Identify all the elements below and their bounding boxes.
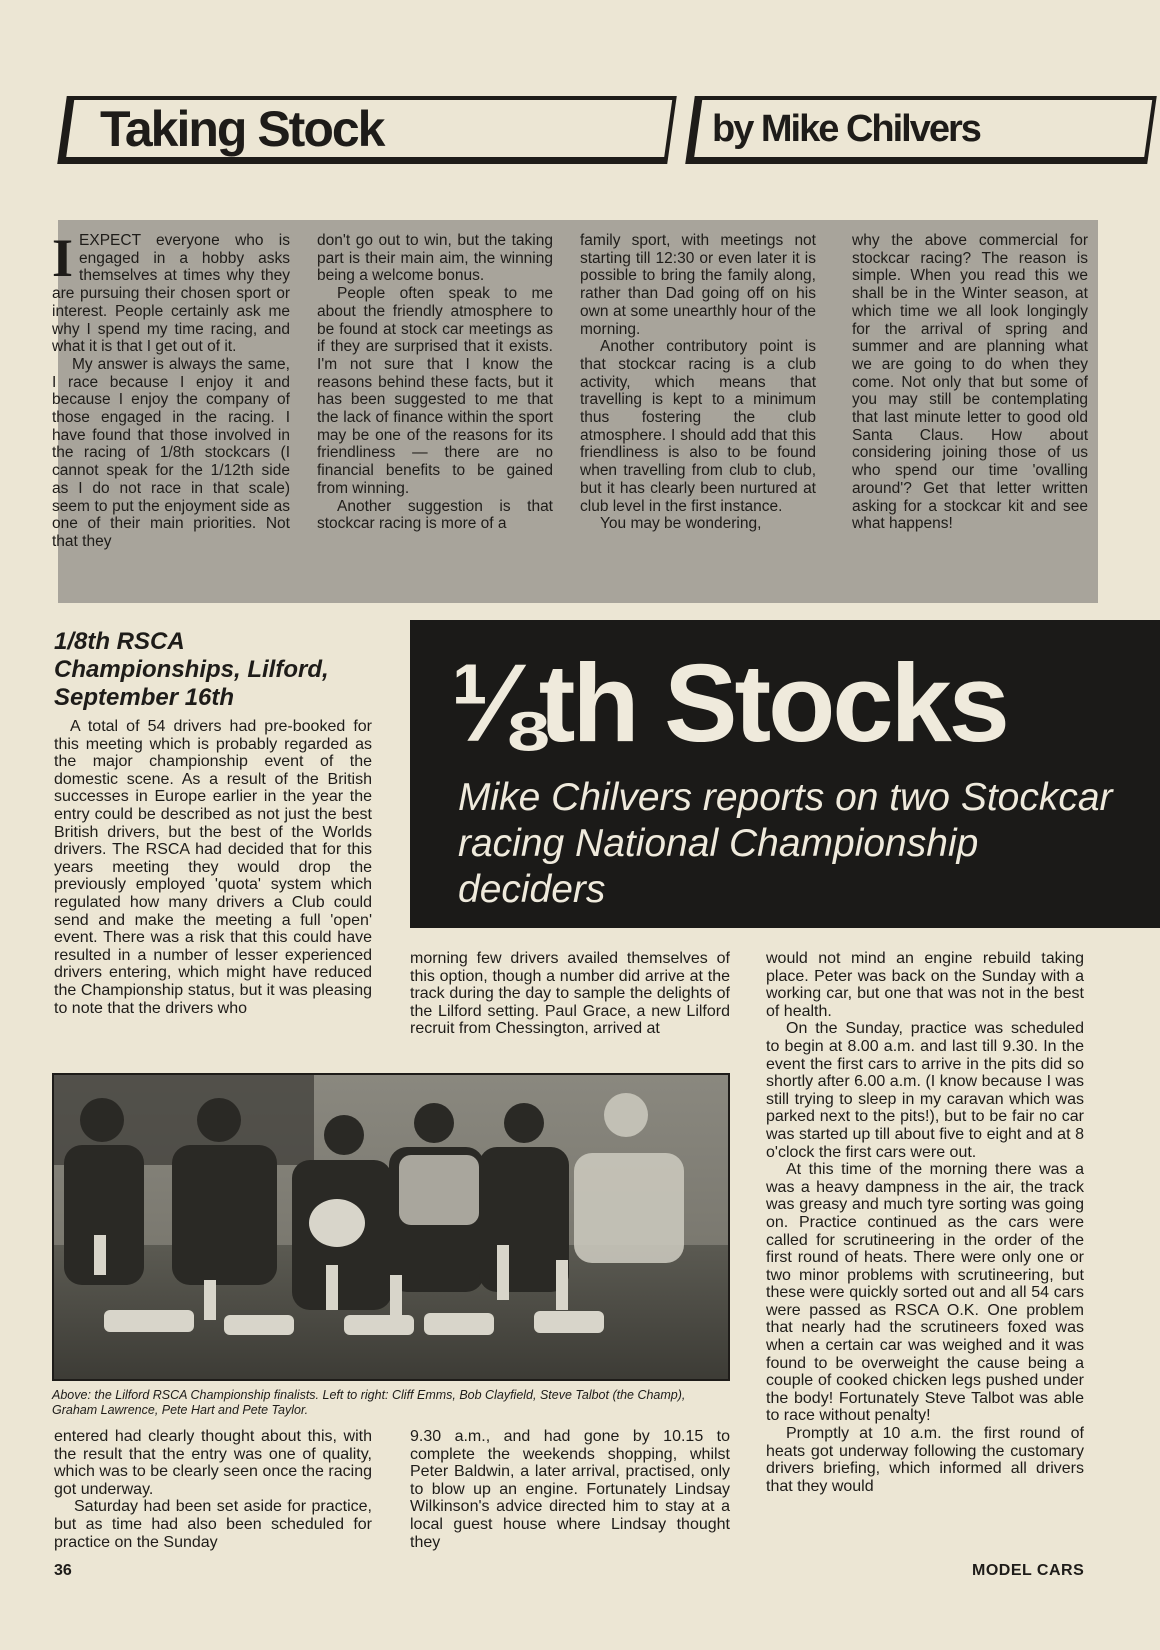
- intro-column-1: [52, 228, 290, 551]
- magazine-name: MODEL CARS: [972, 1562, 1085, 1579]
- intro-paragraph: don't go out to win, but the taking part is their main aim, the winning being a welcome bonus.: [317, 232, 553, 285]
- intro-column-2: [317, 232, 553, 533]
- body-paragraph: 9.30 a.m., and had gone by 10.15 to complete the weekends shopping, whilst Peter Baldwin, a later arrival, practised, only to blow up an engine. Fortunately Lindsay Wilkinson's advice directed him to stay at a local guest house where Lindsay thought they: [410, 1428, 730, 1551]
- section-heading: 1/8th RSCA Championships, Lilford, September 16th: [54, 628, 329, 711]
- body-column-a-top: [54, 718, 372, 1017]
- feature-subtitle: Mike Chilvers reports on two Stockcar racing National Championship deciders: [458, 776, 1113, 911]
- photo-illustration: [54, 1075, 730, 1381]
- finalists-photo: [52, 1073, 730, 1381]
- body-paragraph: morning few drivers availed themselves of this option, though a number did arrive at the track during the day to sample the delights of the Lilford setting. Paul Grace, a new Lilford recruit from Chessington, arrived at: [410, 950, 730, 1038]
- body-paragraph: Saturday had been set aside for practice, but as time had also been scheduled for practice on the Sunday: [54, 1498, 372, 1551]
- intro-paragraph: family sport, with meetings not starting till 12:30 or even later it is possible to bring the family along, rather than Dad going off on his own at some unearthly hour of the morning.: [580, 232, 816, 338]
- photo-caption: Above: the Lilford RSCA Championship finalists. Left to right: Cliff Emms, Bob Clayfield, Steve Talbot (the Champ), Graham Lawrence, Pete Hart and Pete Taylor.: [52, 1388, 686, 1417]
- intro-paragraph: My answer is always the same, I race because I enjoy it and because I enjoy the company of those engaged in the racing. I have found that those involved in the racing of 1/8th stockcars (I cannot speak for the 1/12th side as I do not race in that scale) seem to put the enjoyment side as one of their main priorities. Not that they: [52, 355, 290, 550]
- column-title: Taking Stock: [100, 101, 384, 157]
- feature-headline-box: [410, 620, 1160, 928]
- body-column-a-bottom: [54, 1428, 372, 1551]
- body-paragraph: A total of 54 drivers had pre-booked for this meeting which is probably regarded as the major championship event of the domestic scene. As a result of the British successes in Europe earlier in the year the entry could be described as not just the best British drivers, but the best of the Worlds drivers. The RSCA had decided that for this years meeting they would drop the previously employed 'quota' system which regulated how many drivers a Club could send and make the meeting a full 'open' event. There was a risk that this could have resulted in a number of lesser experienced drivers entering, which might have reduced the Championship status, but it was pleasing to note that the drivers who: [54, 718, 372, 1017]
- intro-paragraph: People often speak to me about the friendly atmosphere to be found at stock car meetings as if they are surprised that it exists. I'm not sure that I know the reasons behind these facts, but it has been suggested to me that the lack of finance within the sport may be one of the reasons for its friendliness — there are no financial benefits to be gained from winning.: [317, 285, 553, 497]
- intro-paragraph: You may be wondering,: [600, 515, 762, 533]
- intro-column-4: [852, 232, 1088, 533]
- body-paragraph: entered had clearly thought about this, with the result that the entry was one of quality, which was to be clearly seen once the racing got underway.: [54, 1428, 372, 1498]
- intro-paragraph: why the above commercial for stockcar racing? The reason is simple. When you read this we shall be in the Winter season, at which time we all look longingly for the arrival of spring and summer and are planning what we are going to do when they come. Not only that but some of you may still be contemplating that last minute letter to good old Santa Claus. How about considering joining those of us who spend our time 'ovalling around'? Get that letter written asking for a stockcar kit and see what happens!: [852, 232, 1088, 533]
- feature-title: ⅛th Stocks: [450, 642, 1007, 765]
- byline: by Mike Chilvers: [712, 108, 980, 150]
- drop-cap: I: [52, 228, 74, 288]
- intro-column-3: [580, 232, 816, 533]
- body-column-c: [766, 950, 1084, 1495]
- body-paragraph: would not mind an engine rebuild taking place. Peter was back on the Sunday with a working car, but one that was not in the best of health.: [766, 950, 1084, 1020]
- body-paragraph: At this time of the morning there was a was a heavy dampness in the air, the track was greasy and much tyre sorting was going on. Practice continued as the cars were called for scrutineering in the order of the first round of heats. There were only one or two minor problems with scrutineering, but these were quickly sorted out and all 54 cars were passed as RSCA O.K. One problem that nearly had the scrutineers foxed was when a certain car was weighed and it was found to be overweight the cause being a couple of cooked chicken legs pushed under the body! Fortunately Steve Talbot was able to race without penalty!: [766, 1161, 1084, 1425]
- page-number: 36: [54, 1562, 72, 1579]
- body-column-b-bottom: [410, 1428, 730, 1551]
- body-paragraph: On the Sunday, practice was scheduled to begin at 8.00 a.m. and last till 9.30. In the event the first cars to arrive in the pits did so shortly after 6.00 a.m. (I know because I was still trying to sleep in my caravan which was parked next to the pits!), but to be fair no car was started up till about five to eight and at 8 o'clock the first cars were out.: [766, 1020, 1084, 1161]
- intro-paragraph: Another contributory point is that stockcar racing is a club activity, which means that travelling is kept to a minimum thus fostering the club atmosphere. I should add that this friendliness is also to be found when travelling from club to club, but it has clearly been nurtured at club level in the first instance.: [580, 338, 816, 515]
- body-paragraph: Promptly at 10 a.m. the first round of heats got underway following the customary drivers briefing, which informed all drivers that they would: [766, 1425, 1084, 1495]
- intro-paragraph: IEXPECT everyone who is engaged in a hobby asks themselves at times why they are pursuing their chosen sport or interest. People certainly ask me why I spend my time racing, and what it is that I get out of it.: [52, 228, 290, 356]
- intro-paragraph: Another suggestion is that stockcar racing is more of a: [317, 497, 553, 533]
- body-column-b-top: [410, 950, 730, 1038]
